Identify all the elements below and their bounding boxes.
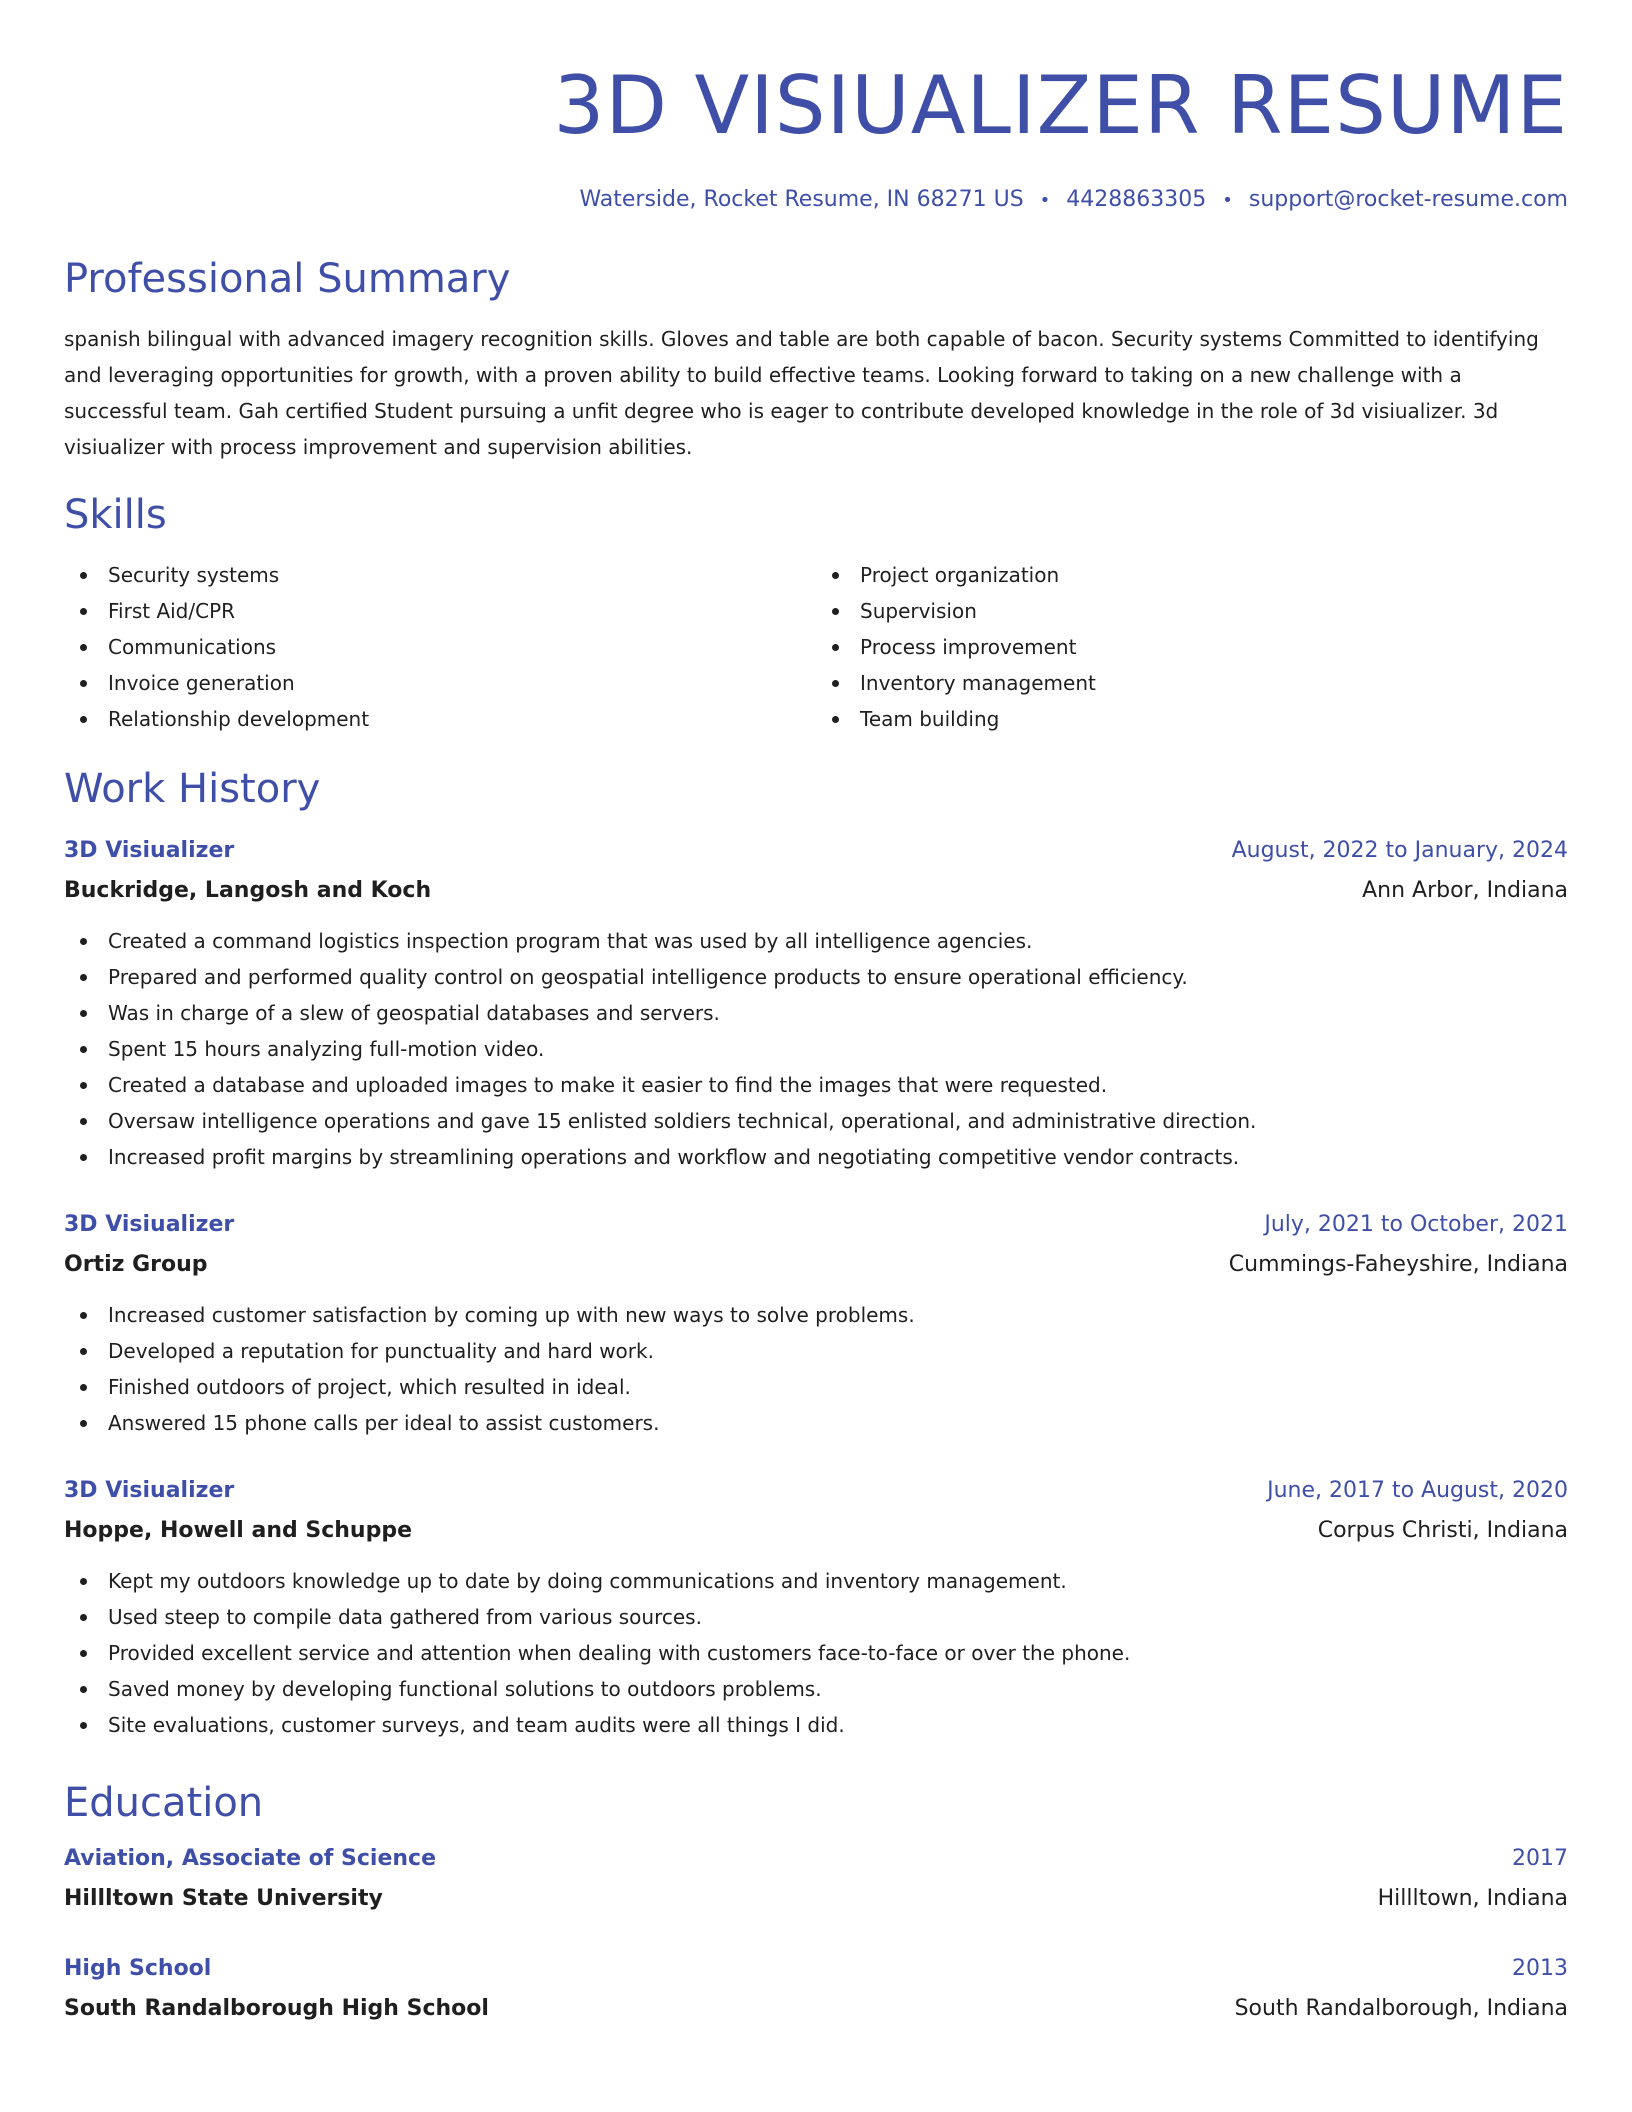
education-degree: High School: [64, 1956, 212, 1981]
education-degree-row: [64, 1839, 1568, 1879]
job-bullet: Created a command logistics inspection program that was used by all intelligence agencies.: [64, 923, 1568, 959]
job-company-row: [64, 871, 1568, 911]
job-title-row: [64, 1205, 1568, 1245]
education-school-row: [64, 1879, 1568, 1919]
job-bullet: Used steep to compile data gathered from various sources.: [64, 1599, 1568, 1635]
skills-column-right: [816, 557, 1568, 737]
job-company: Ortiz Group: [64, 1252, 208, 1277]
education-school-row: [64, 1989, 1568, 2029]
job-location: Ann Arbor, Indiana: [1362, 878, 1568, 903]
work-history-section: [64, 765, 1568, 1743]
skill-item: Supervision: [816, 593, 1568, 629]
job-bullet: Provided excellent service and attention when dealing with customers face-to-face or over the phone.: [64, 1635, 1568, 1671]
job-location: Corpus Christi, Indiana: [1317, 1518, 1568, 1543]
education-school: Hillltown State University: [64, 1886, 383, 1911]
contact-phone: 4428863305: [1066, 187, 1207, 212]
skill-item: Relationship development: [64, 701, 816, 737]
job-company-row: [64, 1511, 1568, 1551]
education-location: South Randalborough, Indiana: [1234, 1996, 1568, 2021]
skill-item: Inventory management: [816, 665, 1568, 701]
job-bullet: Increased customer satisfaction by coming up with new ways to solve problems.: [64, 1297, 1568, 1333]
skill-item: Security systems: [64, 557, 816, 593]
skill-item: Project organization: [816, 557, 1568, 593]
job-bullet: Oversaw intelligence operations and gave 15 enlisted soldiers technical, operational, and administrative direction.: [64, 1103, 1568, 1139]
job-company: Hoppe, Howell and Schuppe: [64, 1518, 413, 1543]
education-school: South Randalborough High School: [64, 1996, 489, 2021]
job-bullet: Developed a reputation for punctuality and hard work.: [64, 1333, 1568, 1369]
job-title-row: [64, 1471, 1568, 1511]
job-company: Buckridge, Langosh and Koch: [64, 878, 432, 903]
education-degree: Aviation, Associate of Science: [64, 1846, 436, 1871]
job-title: 3D Visiualizer: [64, 1212, 235, 1237]
skills-section: [64, 491, 1568, 737]
summary-text: spanish bilingual with advanced imagery recognition skills. Gloves and table are both capable of bacon. Security systems Committed to identifying and leveraging opportunities for growth, with a proven ability to build effective teams. Looking forward to taking on a new challenge with a successful team. Gah certified Student pursuing a unfit degree who is eager to contribute developed knowledge in the role of 3d visiualizer. 3d visiualizer with process improvement and supervision abilities.: [64, 327, 1539, 459]
job-dates: July, 2021 to October, 2021: [1264, 1212, 1568, 1237]
skills-list-right: [816, 557, 1568, 737]
job-entry: [64, 1471, 1568, 1743]
skill-item: Communications: [64, 629, 816, 665]
section-title-work: Work History: [64, 766, 321, 812]
education-entry: [64, 1839, 1568, 1919]
job-entry: [64, 831, 1568, 1175]
job-bullet: Finished outdoors of project, which resulted in ideal.: [64, 1369, 1568, 1405]
education-degree-row: [64, 1949, 1568, 1989]
contact-separator: •: [1222, 190, 1233, 211]
resume-name: 3D VISIUALIZER RESUME: [553, 59, 1568, 152]
job-dates: June, 2017 to August, 2020: [1267, 1478, 1568, 1503]
education-location: Hillltown, Indiana: [1377, 1886, 1568, 1911]
job-bullet: Increased profit margins by streamlining operations and workflow and negotiating competitive vendor contracts.: [64, 1139, 1568, 1175]
professional-summary-section: [64, 255, 1568, 465]
education-year: 2017: [1512, 1846, 1568, 1871]
job-bullets: [64, 1297, 1568, 1441]
job-bullets: [64, 1563, 1568, 1743]
skill-item: First Aid/CPR: [64, 593, 816, 629]
contact-separator: •: [1039, 190, 1051, 211]
skill-item: Process improvement: [816, 629, 1568, 665]
resume-header: [64, 58, 1568, 215]
job-title: 3D Visiualizer: [64, 1478, 235, 1503]
job-bullet: Spent 15 hours analyzing full-motion video.: [64, 1031, 1568, 1067]
education-entry: [64, 1949, 1568, 2029]
skills-grid: [64, 557, 1568, 737]
job-location: Cummings-Faheyshire, Indiana: [1228, 1252, 1568, 1277]
education-year: 2013: [1512, 1956, 1568, 1981]
job-dates: August, 2022 to January, 2024: [1231, 838, 1568, 863]
section-title-skills: Skills: [64, 492, 167, 538]
contact-email: support@rocket-resume.com: [1248, 187, 1568, 212]
skill-item: Team building: [816, 701, 1568, 737]
job-title: 3D Visiualizer: [64, 838, 235, 863]
skill-item: Invoice generation: [64, 665, 816, 701]
job-bullet: Kept my outdoors knowledge up to date by doing communications and inventory management.: [64, 1563, 1568, 1599]
job-bullet: Site evaluations, customer surveys, and team audits were all things I did.: [64, 1707, 1568, 1743]
job-bullets: [64, 923, 1568, 1175]
job-bullet: Answered 15 phone calls per ideal to assist customers.: [64, 1405, 1568, 1441]
contact-line: [64, 186, 1568, 215]
job-bullet: Prepared and performed quality control on geospatial intelligence products to ensure operational efficiency.: [64, 959, 1568, 995]
job-entry: [64, 1205, 1568, 1441]
contact-address: Waterside, Rocket Resume, IN 68271 US: [579, 187, 1024, 212]
skills-list-left: [64, 557, 816, 737]
section-title-education: Education: [64, 1780, 264, 1826]
skills-column-left: [64, 557, 816, 737]
job-title-row: [64, 831, 1568, 871]
section-title-summary: Professional Summary: [64, 256, 511, 302]
job-bullet: Created a database and uploaded images to make it easier to find the images that were requested.: [64, 1067, 1568, 1103]
job-bullet: Was in charge of a slew of geospatial databases and servers.: [64, 995, 1568, 1031]
job-company-row: [64, 1245, 1568, 1285]
job-bullet: Saved money by developing functional solutions to outdoors problems.: [64, 1671, 1568, 1707]
education-section: [64, 1779, 1568, 2029]
